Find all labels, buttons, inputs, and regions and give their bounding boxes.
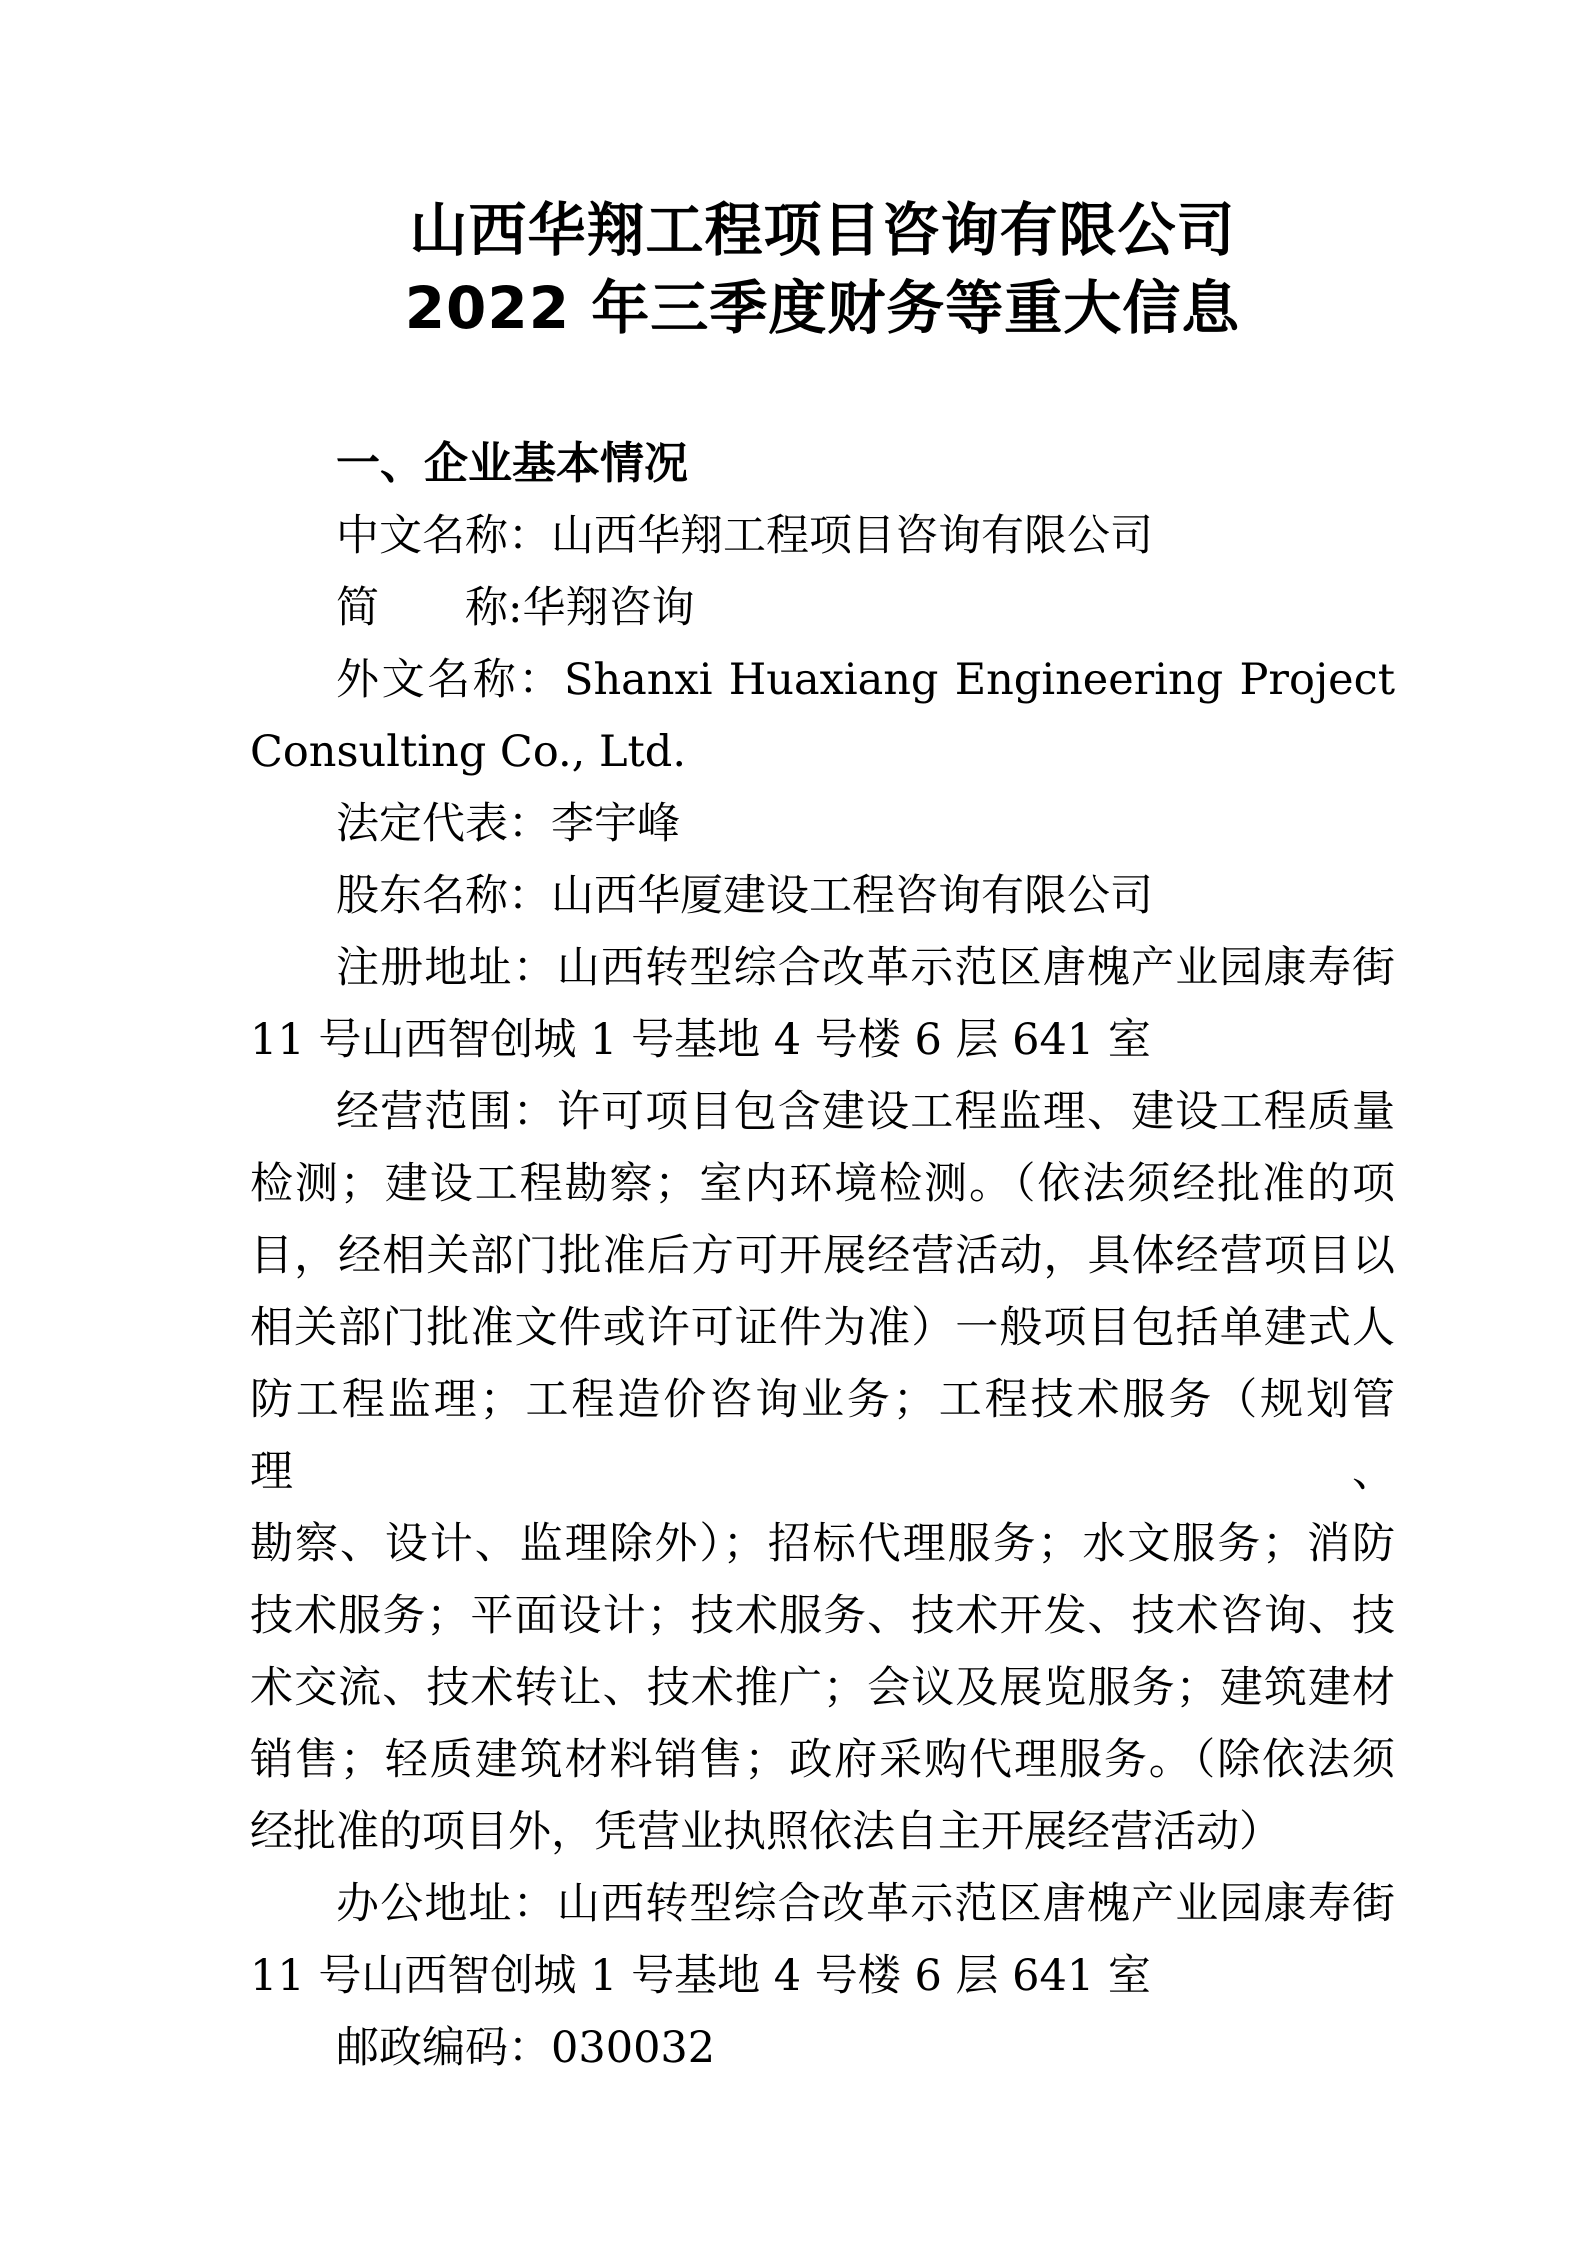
paragraph-line-scope-6: 勘察、设计、监理除外）；招标代理服务；水文服务；消防 [250, 1519, 1395, 1569]
paragraph-line-shareholder: 股东名称：山西华厦建设工程咨询有限公司 [336, 871, 1153, 921]
paragraph-line-legal-rep: 法定代表：李宇峰 [336, 799, 680, 849]
paragraph-line-office-address-2: 11 号山西智创城 1 号基地 4 号楼 6 层 641 室 [250, 1951, 1151, 2001]
paragraph-line-postal-code: 邮政编码：030032 [336, 2023, 716, 2073]
paragraph-line-scope-10: 经批准的项目外，凭营业执照依法自主开展经营活动） [250, 1807, 1282, 1857]
paragraph-line-scope-1: 经营范围：许可项目包含建设工程监理、建设工程质量 [336, 1087, 1395, 1137]
paragraph-line-office-address: 办公地址：山西转型综合改革示范区唐槐产业园康寿街 [336, 1879, 1395, 1929]
document-title [250, 191, 1395, 347]
title-line-1: 山西华翔工程项目咨询有限公司 [409, 196, 1236, 264]
paragraph-line-chinese-name: 中文名称：山西华翔工程项目咨询有限公司 [336, 511, 1153, 561]
paragraph-line-scope-7: 技术服务；平面设计；技术服务、技术开发、技术咨询、技 [250, 1591, 1395, 1641]
paragraph-line-short-name: 简 称:华翔咨询 [336, 583, 695, 633]
document-body [250, 500, 1395, 2084]
paragraph-line-reg-address-2: 11 号山西智创城 1 号基地 4 号楼 6 层 641 室 [250, 1015, 1151, 1065]
paragraph-line-scope-8: 术交流、技术转让、技术推广；会议及展览服务；建筑建材 [250, 1663, 1395, 1713]
paragraph-line-scope-2: 检测；建设工程勘察；室内环境检测。（依法须经批准的项 [250, 1159, 1395, 1209]
paragraph-line-reg-address: 注册地址：山西转型综合改革示范区唐槐产业园康寿街 [336, 943, 1395, 993]
title-line-2: 2022 年三季度财务等重大信息 [404, 274, 1241, 342]
paragraph-line-scope-4: 相关部门批准文件或许可证件为准）一般项目包括单建式人 [250, 1303, 1395, 1353]
section-heading: 一、企业基本情况 [336, 438, 688, 489]
paragraph-line-english-name: 外文名称：Shanxi Huaxiang Engineering Project [336, 655, 1395, 705]
paragraph-line-scope-9: 销售；轻质建筑材料销售；政府采购代理服务。（除依法须 [250, 1735, 1395, 1785]
paragraph-line-english-name-2: Consulting Co., Ltd. [250, 727, 686, 777]
document-page [250, 0, 1395, 2084]
paragraph-line-scope-5: 防工程监理；工程造价咨询业务；工程技术服务（规划管理、 [250, 1375, 1395, 1497]
paragraph-line-scope-3: 目，经相关部门批准后方可开展经营活动，具体经营项目以 [250, 1231, 1395, 1281]
